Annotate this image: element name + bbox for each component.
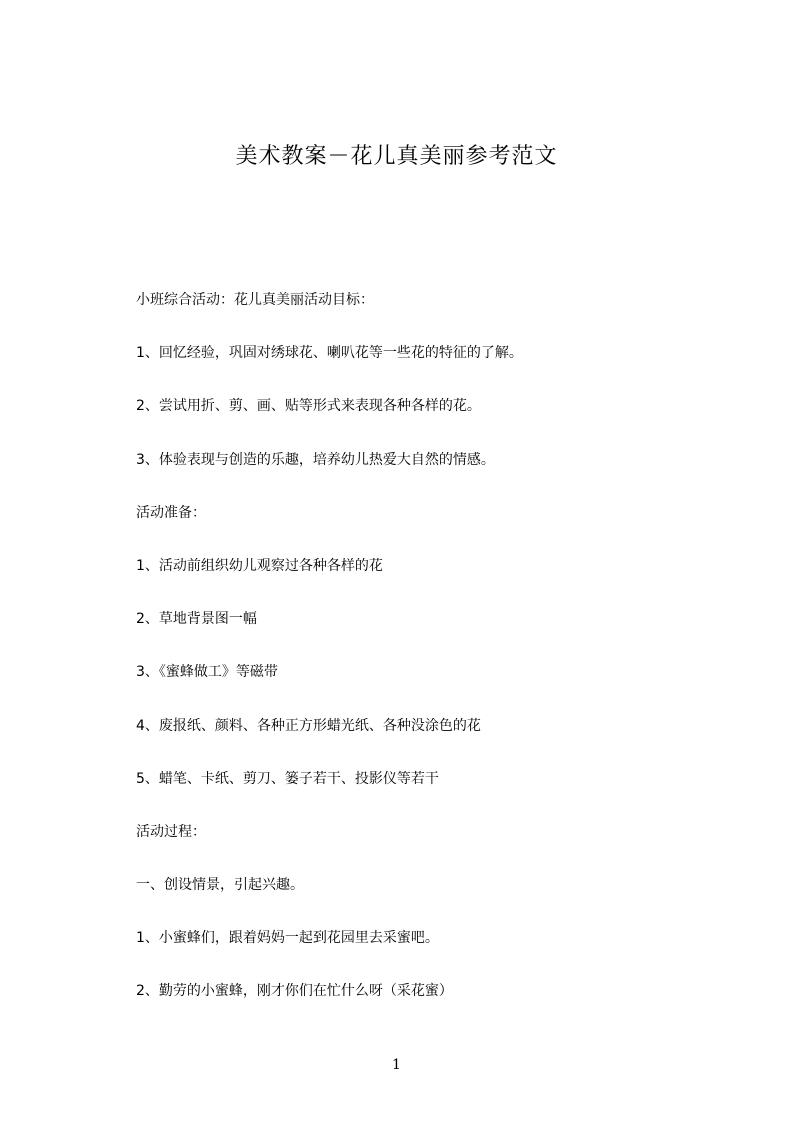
body-line: 2、尝试用折、剪、画、贴等形式来表现各种各样的花。 [136,398,481,415]
body-line: 1、回忆经验，巩固对绣球花、喇叭花等一些花的特征的了解。 [136,345,523,362]
body-line: 活动准备： [136,504,206,521]
body-line: 1、活动前组织幼儿观察过各种各样的花 [136,557,383,574]
body-line: 4、废报纸、颜料、各种正方形蜡光纸、各种没涂色的花 [136,717,481,734]
body-line: 1、小蜜蜂们，跟着妈妈一起到花园里去采蜜吧。 [136,930,439,947]
body-line: 小班综合活动：花儿真美丽活动目标： [136,292,374,308]
body-line: 3、体验表现与创造的乐趣，培养幼儿热爱大自然的情感。 [136,451,495,468]
page-number: 1 [392,1057,401,1073]
body-line: 一、创设情景，引起兴趣。 [136,877,304,894]
document-body [136,290,736,1035]
document-title: 美术教案－花儿真美丽参考范文 [235,144,558,169]
body-line: 活动过程： [136,823,206,840]
body-line: 2、草地背景图一幅 [136,611,257,628]
body-line: 2、勤劳的小蜜蜂，刚才你们在忙什么呀（采花蜜） [136,983,453,1000]
body-line: 3、《蜜蜂做工》等磁带 [136,664,278,681]
body-line: 5、蜡笔、卡纸、剪刀、篓子若干、投影仪等若干 [136,770,439,787]
